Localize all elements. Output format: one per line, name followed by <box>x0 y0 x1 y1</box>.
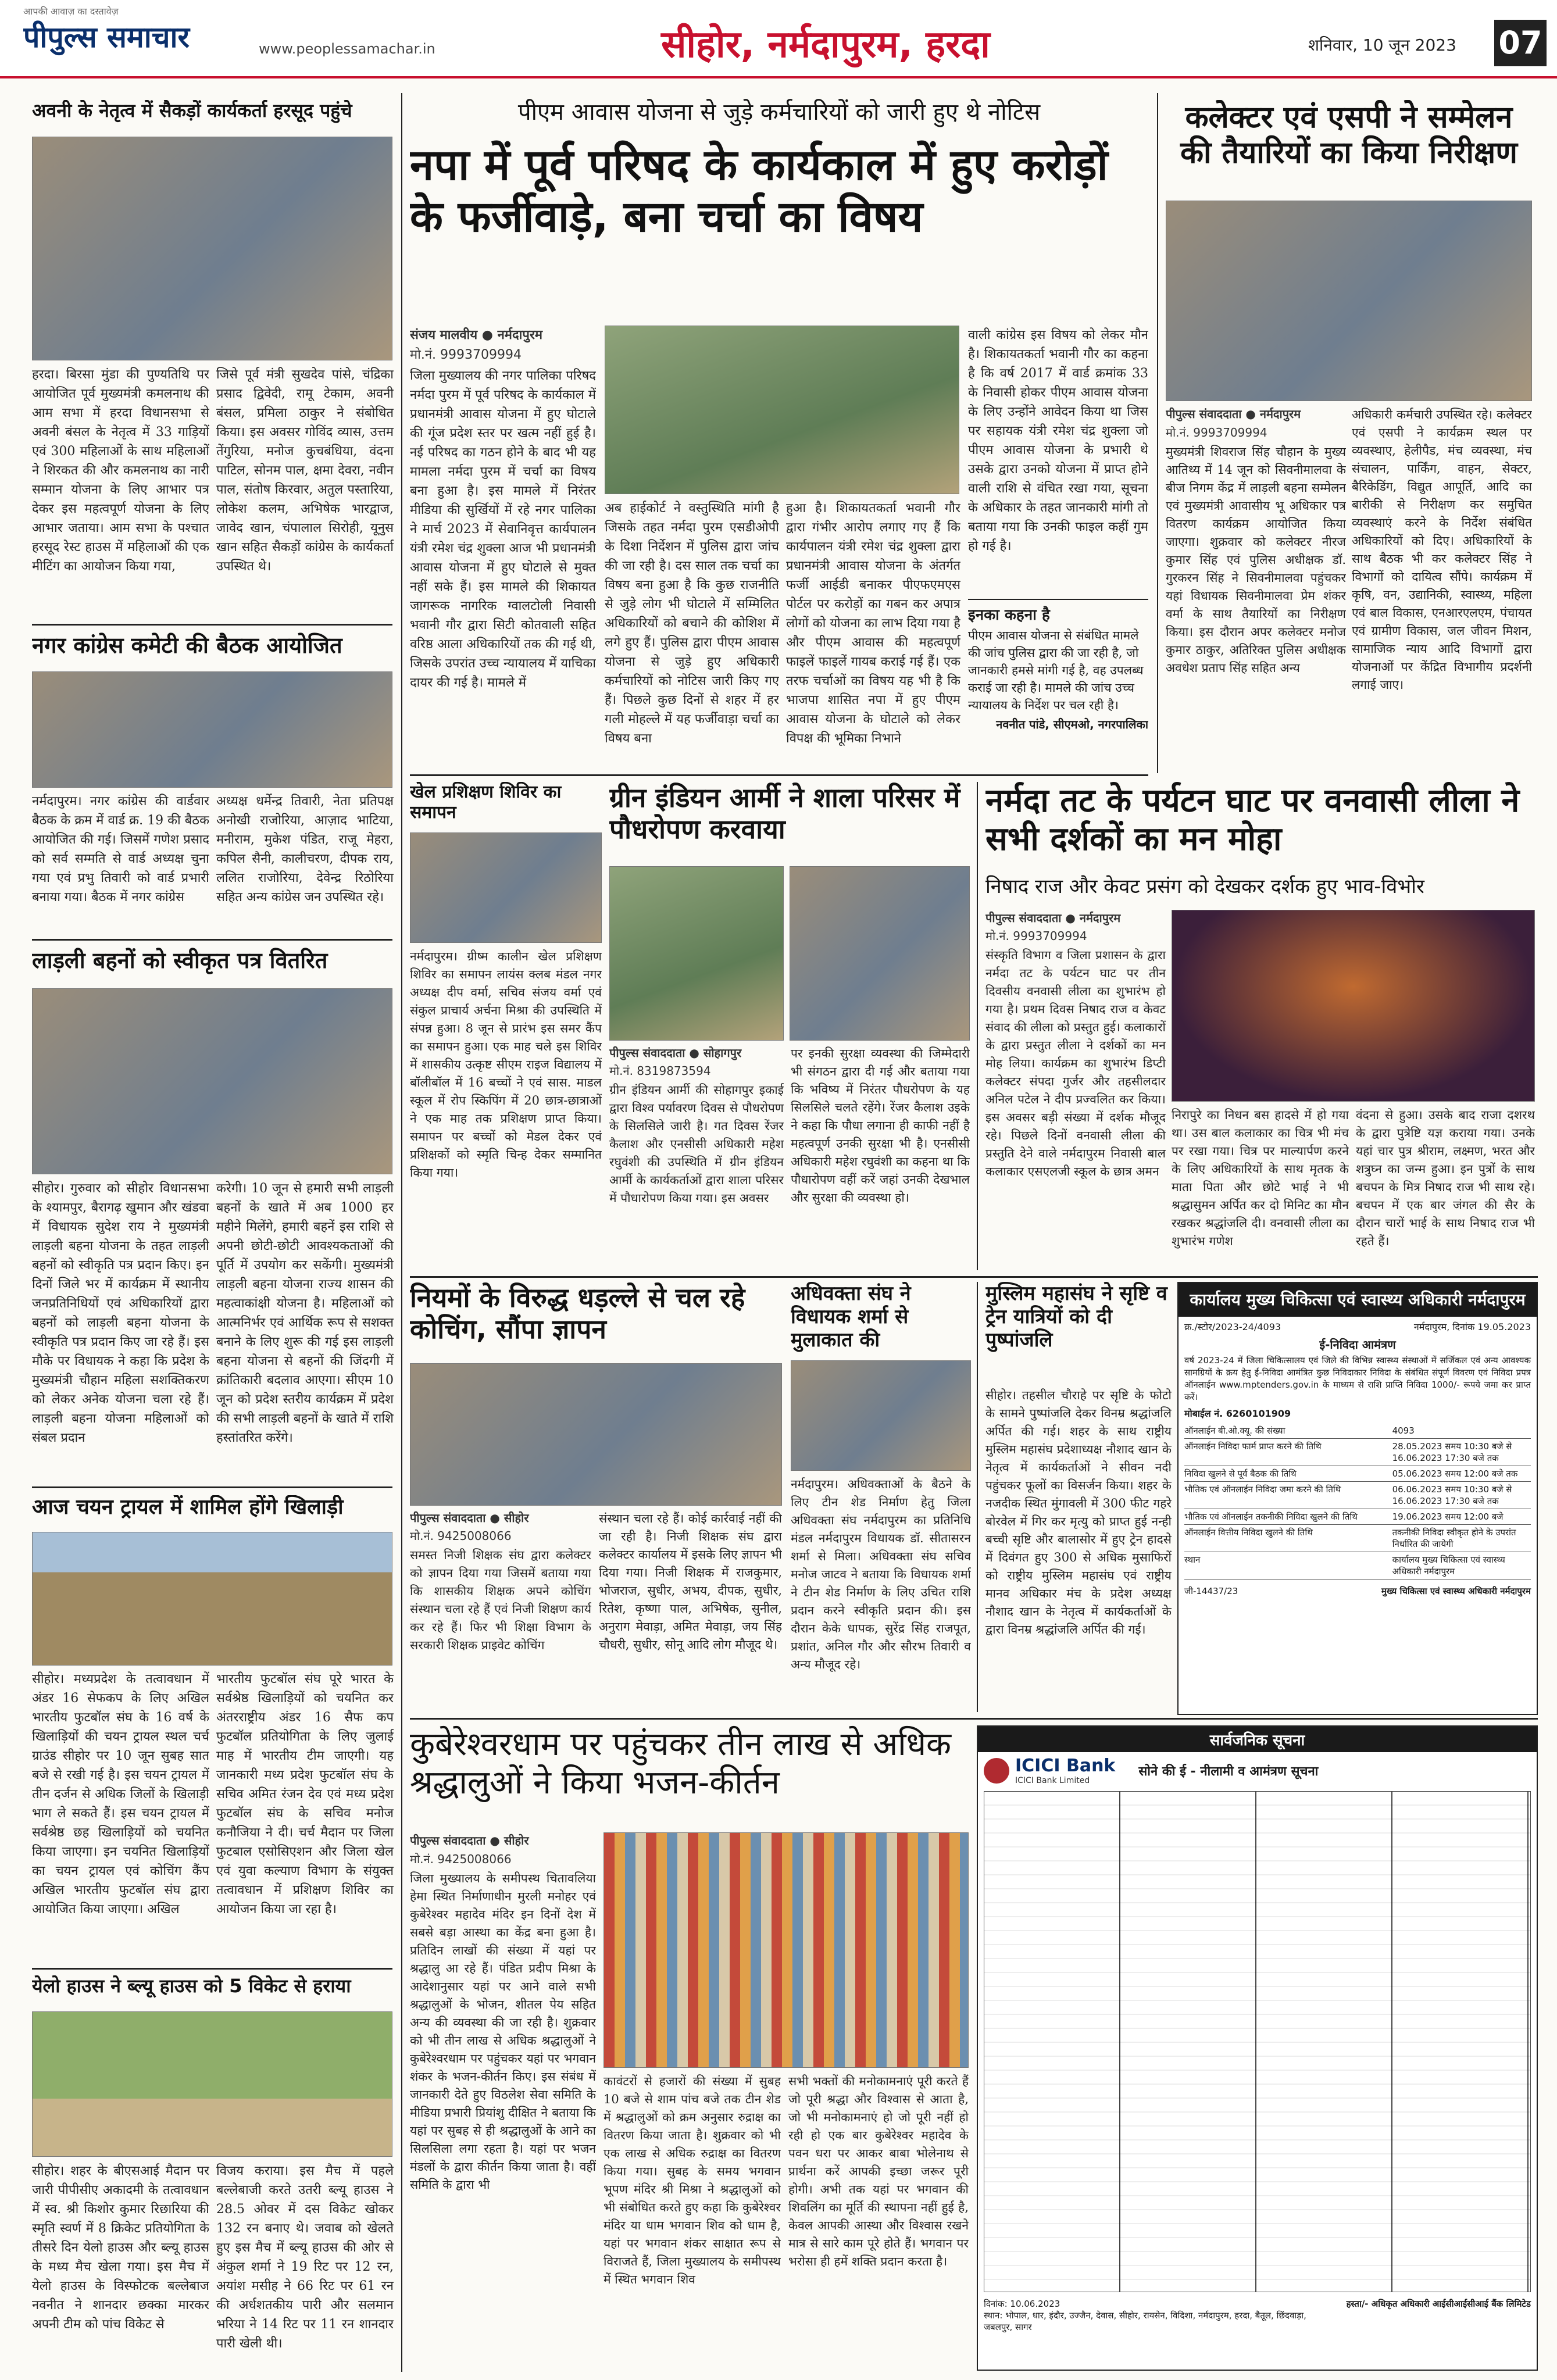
column-divider <box>1157 93 1158 773</box>
divider <box>410 774 1148 776</box>
divider <box>32 939 392 941</box>
narmada-byline: पीपुल्स संवाददाता ● नर्मदापुरम <box>985 911 1121 925</box>
brand-name: पीपुल्स समाचार <box>23 20 190 54</box>
yellow-text-col1: सीहोर। शहर के बीएसआई मैदान पर जारी पीपीसीए अकादमी के तत्वावधान में स्व. श्री किशोर कुमार रिछारिया की स्मृति स्वर्ण में 8 क्रिकेट प्रतियोगिता के तीसरे दिन येलो हाउस और ब्ल्यू हाउस के मध्य मैच खेला गया। इस मैच में येलो हाउस के विस्फोटक बल्लेबाज नवनीत ने शानदार छक्का मारकर अपनी टीम को पांच विकेट से <box>32 2164 209 2332</box>
divider <box>410 1276 1538 1278</box>
trial-text-col2: भारतीय फुटबॉल संघ पूरे भारत के सर्वश्रेष्ठ खिलाड़ियों को चयनित कर अंतरराष्ट्रीय अंडर 16 सैफ कप फुटबॉल प्रतियोगिता के लिए जुलाई माह में भारतीय टीम जाएगी। यह जानकारी मध्य प्रदेश फुटबॉल संघ के सचिव अमित रंजन देव एवं मध्य प्रदेश फुटबॉल संघ के सचिव मनोज कनौजिया ने दी। चर्च मैदान पर जिला फुटबाल एसोसिएशन और जिला खेल एवं युवा कल्याण विभाग के संयुक्त तत्वावधान में प्रशिक्षण शिविर का आयोजन किया जा रहा है। <box>216 1672 394 1917</box>
tender-title: कार्यालय मुख्य चिकित्सा एवं स्वास्थ्य अधिकारी नर्मदापुरम <box>1179 1283 1537 1317</box>
icici-brand-sub: ICICI Bank Limited <box>1015 1776 1090 1785</box>
icici-title: सोने की ई - नीलामी व आमंत्रण सूचना <box>1138 1764 1319 1779</box>
tender-row: ऑनलाईन बी.ओ.क्यू. की संख्या 4093 <box>1184 1423 1531 1439</box>
green-photo-2 <box>790 866 970 1041</box>
tender-row: ऑनलाईन वित्तीय निविदा खुलने की तिथि तकनीकी निविदा स्वीकृत होने के उपरांत निर्धारित की जायेगी <box>1184 1525 1531 1552</box>
tender-row: निविदा खुलने से पूर्व बैठक की तिथि 05.06.2023 समय 12:00 बजे तक <box>1184 1466 1531 1482</box>
congress-photo <box>32 671 392 788</box>
tender-table <box>1179 1421 1537 1582</box>
tender-ref-date: नर्मदापुरम, दिनांक 19.05.2023 <box>1413 1321 1531 1332</box>
icici-notice <box>977 1725 1538 2371</box>
tender-subtitle: ई-निविदा आमंत्रण <box>1319 1338 1396 1352</box>
collector-text-col1: मुख्यमंत्री शिवराज सिंह चौहान के मुख्य आतिथ्य में 14 जून को सिवनीमालवा के बीज निगम केंद्र में लाड़ली बहना सम्मेलन एवं मुख्यमंत्री आवासीय भू अधिकार पत्र वितरण कार्यक्रम आयोजित किया जाएगा। शुक्रवार को कलेक्टर नीरज कुमार सिंह एवं पुलिस अधीक्षक डॉ. गुरकरन सिंह ने सिवनीमालवा पहुंचकर यहां विधायक सिवनीमालवा प्रेम शंकर वर्मा के साथ तैयारियों का निरीक्षण किया। इस दौरान अपर कलेक्टर मनोज कुमार ठाकुर, अतिरिक्त पुलिस अधीक्षक अवधेश प्रताप सिंह सहित अन्य <box>1166 445 1346 675</box>
page-number: 07 <box>1494 20 1547 66</box>
green-byline: पीपुल्स संवाददाता ● सोहागपुर <box>609 1046 742 1060</box>
brand-logo <box>23 16 267 57</box>
pmay-byline: संजय मालवीय ● नर्मदापुरम <box>410 328 542 342</box>
narmada-subheadline: निषाद राज और केवट प्रसंग को देखकर दर्शक हुए भाव-विभोर <box>985 875 1424 898</box>
pmay-text-col4: वाली कांग्रेस इस विषय को लेकर मौन है। शिकायतकर्ता भवानी गौर का कहना है कि वर्ष 2017 में वार्ड क्रमांक 33 के निवासी होकर पीएम आवास योजना के लिए उन्होंने आवेदन किया था जिस पर सहायक यंत्री रमेश चंद्र शुक्ला जो पीएम आवास योजना के प्रभारी थे उसके द्वारा उनको योजना में प्राप्त होने वाली राशि से वंचित रखा गया, सूचना के अधिकार के तहत जानकारी मांगी तो बताया गया कि उनकी फाइल कहीं गुम हो गई है। <box>968 328 1148 553</box>
collector-byline: पीपुल्स संवाददाता ● नर्मदापुरम <box>1166 407 1301 421</box>
kubereshwar-photo <box>603 1832 969 2068</box>
column-divider <box>401 93 402 2372</box>
khel-headline: खेल प्रशिक्षण शिविर का समापन <box>410 782 562 823</box>
trial-photo <box>32 1532 392 1666</box>
pmay-text-col2: अब हाईकोर्ट ने वस्तुस्थिति मांगी है जिसके तहत नर्मदा पुरम एसडीओपी के दिशा निर्देशन में पुलिस द्वारा जांच की जा रही है। दस साल तक चर्चा का विषय बना हुआ है कि कुछ राजनीति से जुड़े लोग भी घोटाले में सम्मिलित अधिकारियों को बचाने की कोशिश में लगे हुए हैं। पुलिस द्वारा पीएम आवास योजना से जुड़े हुए अधिकारी कर्मचारियों को नोटिस जारी किए गए हैं। पिछले कुछ दिनों से शहर में हर गली मोहल्ले में यह फर्जीवाड़ा चर्चा का विषय बना <box>605 501 779 746</box>
icici-brand: ICICI Bank <box>1015 1756 1116 1776</box>
masthead <box>0 0 1557 78</box>
tender-row: ऑनलाईन निविदा फार्म प्राप्त करने की तिथि 28.05.2023 समय 10:30 बजे से 16.06.2023 17:30 बजे तक <box>1184 1439 1531 1466</box>
adhivakta-headline: अधिवक्ता संघ ने विधायक शर्मा से मुलाकात की <box>791 1282 911 1352</box>
pmay-box-text: पीएम आवास योजना से संबंधित मामले की जांच पुलिस द्वारा की जा रही है, जो जानकारी हमसे मांगी गई है, वह उपलब्ध कराई जा रही है। मामले की जांच उच्च न्यायालय के निर्देश पर चल रही है। <box>968 628 1144 712</box>
pmay-headline: नपा में पूर्व परिषद के कार्यकाल में हुए करोड़ों के फर्जीवाड़े, बना चर्चा का विषय <box>410 140 1108 242</box>
icici-listing-grid <box>984 1791 1531 2292</box>
avni-photo <box>32 137 392 360</box>
trial-text-col1: सीहोर। मध्यप्रदेश के तत्वावधान में अंडर 16 सेफकप के लिए अखिल भारतीय फुटबॉल संघ के 16 वर्ष के खिलाड़ियों की चयन ट्रायल स्थल चर्च ग्राउंड सीहोर पर 10 जून सुबह सात बजे से रखी गई है। इस चयन ट्रायल में तीन दर्जन से अधिक जिलों के खिलाड़ी भाग ले सकते हैं। इस चयन ट्रायल में सर्वश्रेष्ठ छह खिलाड़ियों को चयनित किया जाएगा। इन चयनित खिलाड़ियों का चयन ट्रायल एवं कोचिंग कैंप अखिल भारतीय फुटबॉल संघ द्वारा आयोजित किया जाएगा। अखिल <box>32 1672 209 1917</box>
kubereshwar-headline: कुबेरेश्वरधाम पर पहुंचकर तीन लाख से अधिक श्रद्धालुओं ने किया भजन-कीर्तन <box>410 1725 952 1802</box>
pmay-box-sign: नवनीत पांडे, सीएमओ, नगरपालिका <box>996 717 1148 731</box>
tender-ref: क्र./स्टोर/2023-24/4093 <box>1184 1321 1281 1332</box>
coaching-headline: नियमों के विरुद्ध धड़ल्ले से चल रहे कोचिंग, सौंपा ज्ञापन <box>410 1282 745 1345</box>
coaching-byline: पीपुल्स संवाददाता ● सीहोर <box>410 1511 529 1525</box>
narmada-text-col2: निरापुरे का निधन बस हादसे में हो गया था। उस बाल कलाकार का चित्र भी मंच पर रखा गया। चित्र पर माल्यार्पण करने के लिए अधिकारियों के साथ मृतक के माता पिता और छोटे भाई ने भी श्रद्धासुमन अर्पित कर दो मिनिट का मौन रखकर श्रद्धांजलि दी। वनवासी लीला का शुभारंभ गणेश <box>1172 1108 1349 1248</box>
green-photo <box>609 866 784 1041</box>
narmada-mobile: मो.नं. 9993709994 <box>985 929 1087 943</box>
trial-headline: आज चयन ट्रायल में शामिल होंगे खिलाड़ी <box>32 1495 344 1519</box>
tagline: आपकी आवाज़ का दस्तावेज़ <box>23 6 119 17</box>
icici-logo <box>984 1758 1009 1784</box>
tender-notice <box>1177 1282 1538 1715</box>
green-headline: ग्रीन इंडियन आर्मी ने शाला परिसर में पौधरोपण करवाया <box>609 782 960 845</box>
pmay-text-col3: हुआ है। शिकायतकर्ता भवानी गौर द्वारा गंभीर आरोप लगाए गए हैं कि कार्यपालन यंत्री रमेश चंद्र शुक्ला द्वारा प्रधानमंत्री आवास योजना के अंतर्गत फर्जी आईडी बनाकर पीएफएमएस पोर्टल पर करोड़ों का गबन कर अपात्र लोगों को योजना का लाभ दिया गया है और पीएम आवास की महत्वपूर्ण फाइलें फाइलें गायब कराई गई हैं। एक तरफ चर्चाओं का विषय यह भी है कि भाजपा शासित नपा में हुए पीएम आवास योजना के घोटाले को लेकर विपक्ष की भूमिका निभाने <box>786 501 960 746</box>
adhivakta-text: नर्मदापुरम। अधिवक्ताओं के बैठने के लिए टीन शेड निर्माण हेतु जिला अधिवक्ता संघ नर्मदापुरम का प्रतिनिधि मंडल नर्मदापुरम विधायक डॉ. सीतासरन शर्मा से मिला। अधिवक्ता संघ सचिव मनोज जाटव ने बताया कि विधायक शर्मा ने टीन शेड निर्माण के लिए उचित राशि प्रदान करने स्वीकृति प्रदान की। इस दौरान केके धापक, सुरेंद्र सिंह राजपूत, प्रशांत, अनिल गौर और सौरभ तिवारी व अन्य मौजूद रहे। <box>791 1477 971 1671</box>
kubereshwar-mobile: मो.नं. 9425008066 <box>410 1852 512 1866</box>
pmay-text-col1: जिला मुख्यालय की नगर पालिका परिषद नर्मदा पुरम में पूर्व परिषद के कार्यकाल में प्रधानमंत्री आवास योजना में हुए घोटाले की गूंज प्रदेश स्तर पर खत्म नहीं हुई है। नई परिषद का गठन होने के बाद भी यह मामला नर्मदा पुरम में चर्चा का विषय बना हुआ है। इस मामले में निरंतर मीडिया की सुर्खियों में रहे नगर पालिका ने मार्च 2023 में सेवानिवृत्त कार्यपालन यंत्री रमेश चंद्र शुक्ला आज भी प्रधानमंत्री आवास योजना में हुए घोटाले से मुक्त नहीं सके हैं। इस मामले की शिकायत जागरूक नागरिक ग्वालटोली निवासी भवानी गौर द्वारा सिटी कोतवाली सहित वरिष्ठ आला अधिकारियों तक की गई थी, जिसके उपरांत उच्च न्यायालय में याचिका दायर की गई है। मामले में <box>410 369 596 690</box>
date: शनिवार, 10 जून 2023 <box>1308 35 1456 55</box>
narmada-text-col3: वंदना से हुआ। उसके बाद राजा दशरथ के द्वारा पुत्रेष्टि यज्ञ कराया गया। उनके यहां चार पुत्र श्रीराम, लक्ष्मण, भरत और शत्रुघ्न का जन्म हुआ। इन पुत्रों के साथ बचपन के मित्र निषाद राज भी साथ रहे। बचपन में एक बार जंगल की सैर के दौरान चारों भाई के साथ निषाद राज भी रहते हैं। <box>1356 1108 1535 1248</box>
column-divider <box>977 782 978 1270</box>
divider <box>410 1718 1538 1720</box>
column-divider <box>977 1282 978 1712</box>
divider <box>32 1968 392 1970</box>
ladli-text-col1: सीहोर। गुरुवार को सीहोर विधानसभा के श्यामपुर, बैरागढ़ खुमान और खंडवा में विधायक सुदेश राय ने मुख्यमंत्री लाड़ली बहना योजना के तहत लाड़ली बहनों को स्वीकृति पत्र प्रदान किए। इन दिनों जिले भर में कार्यक्रम में स्थानीय जनप्रतिनिधियों एवं अधिकारियों द्वारा बहनों को लाड़ली बहना योजना के स्वीकृति पत्र प्रदान किए जा रहे हैं। इस मौके पर विधायक ने कहा कि प्रदेश के मुख्यमंत्री चौहान महिला सशक्तिकरण को लेकर अनेक योजना चला रहे हैं। लाड़ली बहना योजना महिलाओं को संबल प्रदान <box>32 1181 209 1445</box>
divider <box>32 624 392 626</box>
congress-text-col2: अध्यक्ष धर्मेन्द्र तिवारी, नेता प्रतिपक्ष अनोखी राजोरिया, आज़ाद भाटिया, मनीराम, मुकेश पंडित, राजू मेहरा, कपिल सैनी, कालीचरण, दीपक राय, ललित राजोरिया, देवेन्द्र रिठोरिया सहित अन्य कांग्रेस जन उपस्थित रहे। <box>216 794 394 905</box>
collector-mobile: मो.नं. 9993709994 <box>1166 426 1267 439</box>
ladli-text-col2: करेगी। 10 जून से हमारी सभी लाड़ली बहनों के खाते में अब 1000 हर महीने मिलेंगे, हमारी बहनें इस राशि से अपनी छोटी-छोटी आवश्यकताओं की पूर्ति में उपयोग कर सकेंगी। मुख्यमंत्री लाड़ली बहना योजना राज्य शासन की महत्वाकांक्षी योजना है। महिलाओं को आत्मनिर्भर एवं आर्थिक रूप से सशक्त बनाने के लिए शुरू की गई इस लाड़ली बहना योजना से बहनों की जिंदगी में क्रांतिकारी बदलाव आएगा। सीएम 10 जून को प्रदेश स्तरीय कार्यक्रम में प्रदेश की सभी लाड़ली बहनों के खाते में राशि हस्तांतरित करेंगे। <box>216 1181 394 1445</box>
narmada-headline: नर्मदा तट के पर्यटन घाट पर वनवासी लीला ने सभी दर्शकों का मन मोहा <box>985 782 1520 859</box>
kubereshwar-text-col1: जिला मुख्यालय के समीपस्थ चितावलिया हेमा स्थित निर्माणाधीन मुरली मनोहर एवं कुबेरेश्वर महादेव मंदिर इन दिनों देश में सबसे बड़ा आस्था का केंद्र बना हुआ है। प्रतिदिन लाखों की संख्या में यहां पर श्रद्धालु आ रहे हैं। पंडित प्रदीप मिश्रा के आदेशानुसार यहां पर आने वाले सभी श्रद्धालुओं के भोजन, शीतल पेय सहित अन्य की व्यवस्था की जा रही है। शुक्रवार को भी तीन लाख से अधिक श्रद्धालुओं ने कुबेरेश्वरधाम पर पहुंचकर यहां पर भगवान शंकर के भजन-कीर्तन किए। इस संबंध में जानकारी देते हुए विठलेश सेवा समिति के मीडिया प्रभारी प्रियांशु दीक्षित ने बताया कि यहां पर सुबह से ही श्रद्धालुओं के आने का सिलसिला लगा रहता है। यहां पर भजन मंडलों के द्वारा कीर्तन किया जाता है। वहीं समिति के द्वारा भी <box>410 1871 596 2192</box>
collector-headline: कलेक्टर एवं एसपी ने सम्मेलन की तैयारियों का किया निरीक्षण <box>1180 100 1517 171</box>
pmay-photo <box>605 326 959 494</box>
tender-row: भौतिक एवं ऑनलाईन निविदा जमा करने की तिथि 06.06.2023 समय 10:30 बजे से 16.06.2023 17:30 बजे तक <box>1184 1482 1531 1509</box>
pmay-mobile: मो.नं. 9993709994 <box>410 348 522 362</box>
yellow-headline: येलो हाउस ने ब्ल्यू हाउस को 5 विकेट से हराया <box>32 1975 351 1997</box>
khel-text: नर्मदापुरम। ग्रीष्म कालीन खेल प्रशिक्षण शिविर का समापन लायंस क्लब मंडल नगर अध्यक्ष दीप वर्मा, सचिव संजय वर्मा एवं संकुल प्राचार्य अर्चना मिश्रा की उपस्थिति में संपन्न हुआ। 8 जून से प्रारंभ इस समर कैंप का समापन हुआ। एक माह चले इस शिविर में शासकीय उत्कृष्ट सीएम राइज विद्यालय में बॉलीबॉल में 16 बच्चों ने एवं सास. माडल स्कूल में रोप स्किपिंग में 20 छात्र-छात्राओं ने एक माह तक प्रशिक्षण प्राप्त किया। समापन पर बच्चों को मेडल देकर एवं प्रशिक्षकों को स्मृति चिन्ह देकर सम्मानित किया गया। <box>410 949 602 1180</box>
muslim-text: सीहोर। तहसील चौराहे पर सृष्टि के फोटो के सामने पुष्पांजलि देकर विनम्र श्रद्धांजलि अर्पित की गई। शहर के साथ राष्ट्रीय मुस्लिम महासंघ प्रदेशाध्यक्ष नौशाद खान के नेतृत्व में कार्यकर्ताओं ने सीवन नदी पहुंचकर फूलों का विसर्जन किया। शहर के नजदीक स्थित मुंगावली में 300 फीट गहरे बोरवेल में गिर कर मृत्यु को प्राप्त हुई नन्ही बच्ची सृष्टि और बालासोर में हुए ट्रेन हादसे में दिवंगत हुए 300 से अधिक मुसाफिरों को राष्ट्रीय मुस्लिम महासंघ एवं राष्ट्रीय मानव अधिकार मंच के प्रदेश अध्यक्ष नौशाद खान के नेतृत्व में कार्यकर्ताओं के द्वारा विनम्र श्रद्धांजलि अर्पित की गई। <box>985 1388 1172 1636</box>
adhivakta-photo <box>791 1360 971 1471</box>
icici-footer-place: स्थान: भोपाल, धार, इंदौर, उज्जैन, देवास, सीहोर, रायसेन, विदिशा, नर्मदापुरम, हरदा, बैतूल, छिंदवाड़ा, जबलपुर, सागर <box>984 2310 1306 2332</box>
divider <box>32 1486 392 1488</box>
tender-sign: मुख्य चिकित्सा एवं स्वास्थ्य अधिकारी नर्मदापुरम <box>1381 1586 1531 1596</box>
tender-row: भौतिक एवं ऑनलाईन तकनीकी निविदा खुलने की तिथि 19.06.2023 समय 12:00 बजे <box>1184 1509 1531 1525</box>
green-text-col1: ग्रीन इंडियन आर्मी की सोहागपुर इकाई द्वारा विश्व पर्यावरण दिवस से पौधरोपण के सिलसिले जारी है। गत दिवस रेंजर कैलाश और एनसीसी अधिकारी महेश रघुवंशी की उपस्थिति में ग्रीन इंडियन आर्मी के कार्यकर्ताओं द्वारा शाला परिसर में पौधारोपण किया गया। इस अवसर <box>609 1083 784 1205</box>
yellow-photo <box>32 2011 392 2157</box>
avni-text-col2: जिसे पूर्व मंत्री सुखदेव पांसे, चंद्रिका प्रसाद द्विवेदी, रामू टेकाम, अवनी बंसल, प्रमिला ठाकुर ने संबोधित किया। इस अवसर गोविंद व्यास, उत्तम तेंगुरिया, मनोज कुचबंधिया, वंदना पाटिल, सोनम पाल, क्षमा देवरा, नवीन पाल, संतोष किरवार, अतुल पस्तारिया, लोकेश कलम, अभिषेक भारद्वाज, जावेद खान, चंपालाल सिरोही, यूनुस खान सहित सैकड़ों कांग्रेस के कार्यकर्ता उपस्थित थे। <box>216 367 394 574</box>
congress-headline: नगर कांग्रेस कमेटी की बैठक आयोजित <box>32 632 342 658</box>
avni-headline: अवनी के नेतृत्व में सैकड़ों कार्यकर्ता हरसूद पहुंचे <box>32 100 352 121</box>
muslim-headline: मुस्लिम महासंघ ने सृष्टि व ट्रेन यात्रियों को दी पुष्पांजलि <box>985 1282 1167 1352</box>
coaching-text-col2: संस्थान चला रहे हैं। कोई कार्रवाई नहीं की जा रही है। निजी शिक्षक संघ द्वारा कलेक्टर कार्यालय में इसके लिए ज्ञापन भी दिया गया। निजी शिक्षक में राजकुमार, भोजराज, सुधीर, अभय, दीपक, सुधीर, रितेश, कृष्णा पाल, अभिषेक, सुनील, अनुराग मेवाड़ा, अमित मेवाड़ा, जय सिंह चौधरी, सुधीर, सोनू आदि लोग मौजूद थे। <box>599 1511 782 1652</box>
kubereshwar-text-col3: सभी भक्तों की मनोकामनाएं पूरी करते हैं जो पूरी श्रद्धा और विश्वास से आता है, जो भी मनोकामनाएं हो जो पूरी नहीं हो रही हो एक बार कुबेरेश्वर महादेव के पवन धरा पर आकर बाबा भोलेनाथ से प्रार्थना करें आपकी इच्छा जरूर पूरी होगी। अभी तक यहां पर भगवान की शिवलिंग का मूर्ति की स्थापना नहीं हुई है, केवल आपकी आस्था और विश्वास रखने मात्र से सारे काम पूरे होते हैं। भगवान पर भरोसा ही हमें शक्ति प्रदान करता है। <box>788 2074 969 2268</box>
avni-text-col1: हरदा। बिरसा मुंडा की पुण्यतिथि पर आयोजित पूर्व मुख्यमंत्री कमलनाथ की आम सभा में हरदा विधानसभा से अवनी बंसल के नेतृत्व में 33 गाड़ियों एवं 300 महिलाओं के साथ महिलाओं ने शिरकत की और कमलनाथ का नारी सम्मान योजना के लिए आभार पत्र देकर इस महत्वपूर्ण योजना के लिए आभार जताया। आम सभा के पश्चात हरसूद रेस्ट हाउस में महिलाओं की एक मीटिंग का आयोजन किया गया, <box>32 367 209 574</box>
ladli-headline: लाड़ली बहनों को स्वीकृत पत्र वितरित <box>32 948 328 973</box>
kubereshwar-text-col2: कावंटरों से हजारों की संख्या में सुबह 10 बजे से शाम पांच बजे तक टीन शेड में श्रद्धालुओं को क्रम अनुसार रुद्राक्ष का वितरण किया जाता है। शुक्रवार को भी एक लाख से अधिक रुद्राक्ष का वितरण किया गया। सुबह के समय भगवान भूपण मंदिर श्री मिश्रा ने श्रद्धालुओं को भी संबोधित करते हुए कहा कि कुबेरेश्वर मंदिर या धाम भगवान शिव को धाम है, यहां पर भगवान शंकर साक्षात रूप से विराजते हैं, जिला मुख्यालय के समीपस्थ में स्थित भगवान शिव <box>603 2074 781 2286</box>
collector-text-col2: अधिकारी कर्मचारी उपस्थित रहे। कलेक्टर एवं एसपी ने कार्यक्रम स्थल पर व्यवस्थाए, हेलीपैड, मंच व्यवस्था, मंच संचालन, पार्किंग, वाहन, सेक्टर, बैरिकेडिंग, विद्युत आपूर्ति, आदि का बारीकी से निरीक्षण कर समुचित व्यवस्थाएं करने के निर्देश संबंधित अधिकारियों को दिए। अधिकारियों के साथ बैठक भी कर कलेक्टर सिंह ने विभागों को दायित्व सौंपे। कार्यक्रम में कृषि, वन, उद्यानिकी, स्वास्थ्य, महिला एवं बाल विकास, एनआरएलएम, पंचायत एवं ग्रामीण विकास, जल जीवन मिशन, सामाजिक न्याय आदि विभागों द्वारा योजनाओं पर केंद्रित विभागीय प्रदर्शनी लगाई जाए। <box>1352 408 1532 692</box>
narmada-photo <box>1172 910 1535 1102</box>
website: www.peoplessamachar.in <box>259 41 435 57</box>
section-title: सीहोर, नर्मदापुरम, हरदा <box>661 23 990 66</box>
green-text-col2: पर इनकी सुरक्षा व्यवस्था की जिम्मेदारी भी संगठन द्वारा दी गई और बताया गया कि भविष्य में निरंतर पौधरोपण के यह सिलसिले चलते रहेंगे। रेंजर कैलाश उइके ने कहा कि पौधा लगाना ही काफी नहीं है महत्वपूर्ण उनकी सुरक्षा भी है। एनसीसी अधिकारी महेश रघुवंशी का कहना था कि पौधारोपण वहीं करें जहां उनकी देखभाल और सुरक्षा की व्यवस्था हो। <box>791 1046 970 1205</box>
pmay-box-title: इनका कहना है <box>968 606 1050 624</box>
tender-mobile: मोबाईल नं. 6260101909 <box>1184 1408 1291 1419</box>
narmada-text-col1: संस्कृति विभाग व जिला प्रशासन के द्वारा नर्मदा तट के पर्यटन घाट पर तीन दिवसीय वनवासी लीला का शुभारंभ हो गया है। प्रथम दिवस निषाद राज व केवट संवाद की लीला को प्रस्तुत हुई। कलाकारों के द्वारा प्रस्तुत लीला ने दर्शकों का मन मोह लिया। कार्यक्रम का शुभारंभ डिप्टी कलेक्टर संपदा गुर्जर और तहसीलदार अनिल पटेल ने दीप प्रज्वलित कर किया। इस अवसर बड़ी संख्या में दर्शक मौजूद रहे। पिछले दिनों वनवासी लीला की प्रस्तुति देने वाले नर्मदापुरम निवासी बाल कलाकार एसएलजी स्कूल के छात्र अमन <box>985 948 1166 1178</box>
congress-text-col1: नर्मदापुरम। नगर कांग्रेस की वार्डवार बैठक के क्रम में वार्ड क्र. 19 की बैठक आयोजित की गई। जिसमें गणेश प्रसाद को सर्व सम्मति से वार्ड अध्यक्ष चुना गया एवं प्रभु तिवारी को वार्ड प्रभारी बनाया गया। बैठक में नगर कांग्रेस <box>32 794 209 905</box>
coaching-photo <box>410 1363 782 1506</box>
icici-footer-date: दिनांक: 10.06.2023 <box>984 2299 1060 2309</box>
icici-sign: हस्ता/- अधिकृत अधिकारी आईसीआईसीआई बैंक लिमिटेड <box>1346 2299 1531 2309</box>
icici-header: सार्वजनिक सूचना <box>978 1727 1537 1752</box>
kubereshwar-byline: पीपुल्स संवाददाता ● सीहोर <box>410 1834 529 1847</box>
coaching-mobile: मो.नं. 9425008066 <box>410 1529 512 1543</box>
collector-photo <box>1166 201 1532 401</box>
ladli-photo <box>32 988 392 1174</box>
green-mobile: मो.नं. 8319873594 <box>609 1064 711 1078</box>
pmay-quote-box <box>968 599 1148 770</box>
tender-row: स्थान कार्यालय मुख्य चिकित्सा एवं स्वास्थ्य अधिकारी नर्मदापुरम <box>1184 1552 1531 1579</box>
tender-code: जी-14437/23 <box>1184 1586 1238 1596</box>
khel-photo <box>410 832 602 943</box>
coaching-text-col1: समस्त निजी शिक्षक संघ द्वारा कलेक्टर को ज्ञापन दिया गया जिसमें बताया गया कि शासकीय शिक्षक अपने कोचिंग संस्थान चला रहे हैं एवं निजी शिक्षण कार्य कर रहे हैं। फिर भी शिक्षा विभाग के सरकारी शिक्षक प्राइवेट कोचिंग <box>410 1548 591 1652</box>
pmay-kicker: पीएम आवास योजना से जुड़े कर्मचारियों को जारी हुए थे नोटिस <box>517 99 1041 126</box>
tender-intro: वर्ष 2023-24 में जिला चिकित्सालय एवं जिले की विभिन्न स्वास्थ्य संस्थाओं में सर्जिकल एवं अन्य आवश्यक सामग्रियों के क्रय हेतु ई-निविदा आमंत्रित कुछ निविदाकार निविदा के संबंधित संपूर्ण विवरण एवं निविदा प्रपत्र ऑनलाईन www.mptenders.gov.in के माध्यम से राशि प्राप्ति निविदा 1000/- रूपये जमा कर प्राप्त करें। <box>1184 1355 1531 1402</box>
yellow-text-col2: विजय कराया। इस मैच में पहले बल्लेबाजी करते उतरी ब्ल्यू हाउस ने 28.5 ओवर में दस विकेट खोकर 132 रन बनाए थे। जवाब को खेलते हुए इस मैच में ब्ल्यू हाउस की ओर से अंकुल शर्मा ने 19 रिट पर 12 रन, अयांश मसीह ने 66 रिट पर 61 रन की अर्धशतकीय पारी और सलमान भरिया ने 14 रिट पर 11 रन शानदार पारी खेली थी। <box>216 2164 394 2351</box>
